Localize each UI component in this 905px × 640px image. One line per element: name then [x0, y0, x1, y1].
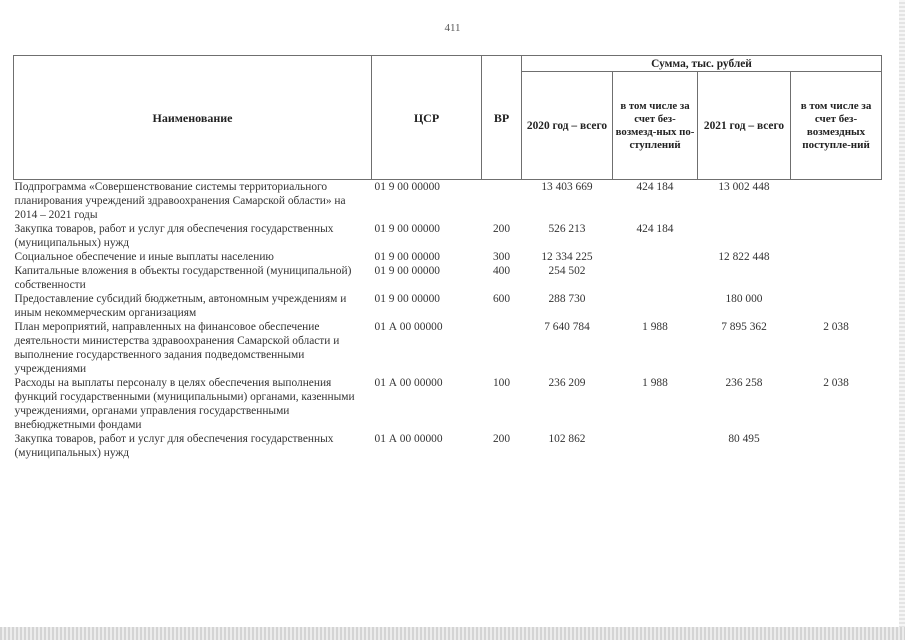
row-vr: 300: [492, 251, 511, 263]
table-row: [14, 264, 882, 292]
row-name: Расходы на выплаты персоналу в целях обеспечения выполнения функций государственными (муниципальными) органами, казенными учреждениями, органами управления государственными внебюджетными фондами: [14, 377, 355, 431]
row-2020-incl: 424 184: [636, 181, 674, 193]
row-2021-incl: 2 038: [823, 321, 849, 333]
header-name: Наименование: [14, 56, 372, 180]
row-vr: 200: [492, 223, 511, 235]
row-name: Предоставление субсидий бюджетным, автономным учреждениям и иным некоммерческим организациям: [14, 293, 347, 319]
row-2020-total: 288 730: [548, 293, 586, 305]
row-csr: 01 А 00 00000: [374, 433, 443, 445]
table-header: [14, 56, 882, 180]
row-csr: 01 9 00 00000: [374, 251, 440, 263]
row-csr: 01 9 00 00000: [374, 293, 440, 305]
row-vr: 100: [492, 377, 511, 389]
row-2020-total: 13 403 669: [541, 181, 593, 193]
table-row: [14, 376, 882, 432]
header-sum-group: Сумма, тыс. рублей: [522, 56, 882, 72]
row-2020-incl: [613, 250, 698, 264]
row-2021-total: 80 495: [728, 433, 760, 445]
row-2020-incl: [613, 292, 698, 320]
row-2021-incl: [791, 292, 882, 320]
row-2021-incl: 2 038: [823, 377, 849, 389]
row-2021-incl: [791, 250, 882, 264]
row-2020-total: 254 502: [548, 265, 586, 277]
row-2021-total: 7 895 362: [721, 321, 767, 333]
header-vr: ВР: [482, 56, 522, 180]
row-2021-incl: [791, 222, 882, 250]
row-name: Социальное обеспечение и иные выплаты населению: [14, 251, 274, 263]
table-body: [14, 180, 882, 461]
row-name: Закупка товаров, работ и услуг для обеспечения государственных (муниципальных) нужд: [14, 433, 334, 459]
row-name: Капитальные вложения в объекты государственной (муниципальной) собственности: [14, 265, 352, 291]
scan-edge-bottom: [0, 627, 905, 640]
row-2021-incl: [791, 432, 882, 460]
header-2021-total: 2021 год – всего: [698, 72, 791, 180]
row-2021-total: 236 258: [725, 377, 763, 389]
scan-edge-right: [899, 0, 905, 640]
header-2020-incl: в том числе за счет без-возмезд-ных по-ступлений: [613, 72, 698, 180]
row-vr: 400: [492, 265, 511, 277]
row-2020-incl: 1 988: [642, 321, 668, 333]
row-2020-total: 236 209: [548, 377, 586, 389]
budget-table: [13, 55, 882, 460]
row-name: План мероприятий, направленных на финансовое обеспечение деятельности министерства здравоохранения Самарской области и выполнение государственного задания подведомственными учреждениями: [14, 321, 340, 375]
row-2021-incl: [791, 180, 882, 223]
row-2020-total: 7 640 784: [544, 321, 590, 333]
page-number: 411: [444, 22, 461, 34]
row-2021-total: [698, 222, 791, 250]
row-name: Закупка товаров, работ и услуг для обеспечения государственных (муниципальных) нужд: [14, 223, 334, 249]
row-csr: 01 9 00 00000: [374, 265, 440, 277]
table-row: [14, 292, 882, 320]
row-2020-incl: [613, 264, 698, 292]
header-csr: ЦСР: [372, 56, 482, 180]
row-2020-incl: 1 988: [642, 377, 668, 389]
row-csr: 01 9 00 00000: [374, 223, 440, 235]
table-row: [14, 180, 882, 223]
row-2021-incl: [791, 264, 882, 292]
table-row: [14, 222, 882, 250]
row-2021-total: [698, 264, 791, 292]
row-2021-total: 13 002 448: [718, 181, 770, 193]
row-name: Подпрограмма «Совершенствование системы территориального планирования учреждений здравоохранения Самарской области» на 2014 – 2021 годы: [14, 181, 346, 221]
row-2021-total: 180 000: [725, 293, 763, 305]
row-2021-total: 12 822 448: [718, 251, 770, 263]
table-row: [14, 432, 882, 460]
row-vr: 600: [492, 293, 511, 305]
row-vr: 200: [492, 433, 511, 445]
row-csr: 01 9 00 00000: [374, 181, 440, 193]
header-2021-incl: в том числе за счет без-возмездных поступле-ний: [791, 72, 882, 180]
row-2020-total: 102 862: [548, 433, 586, 445]
row-2020-incl: 424 184: [636, 223, 674, 235]
header-2020-total: 2020 год – всего: [522, 72, 613, 180]
row-csr: 01 А 00 00000: [374, 321, 443, 333]
row-2020-total: 526 213: [548, 223, 586, 235]
row-csr: 01 А 00 00000: [374, 377, 443, 389]
row-2020-total: 12 334 225: [541, 251, 593, 263]
table-row: [14, 320, 882, 376]
row-2020-incl: [613, 432, 698, 460]
row-vr: [482, 180, 522, 223]
row-vr: [482, 320, 522, 376]
table-row: [14, 250, 882, 264]
